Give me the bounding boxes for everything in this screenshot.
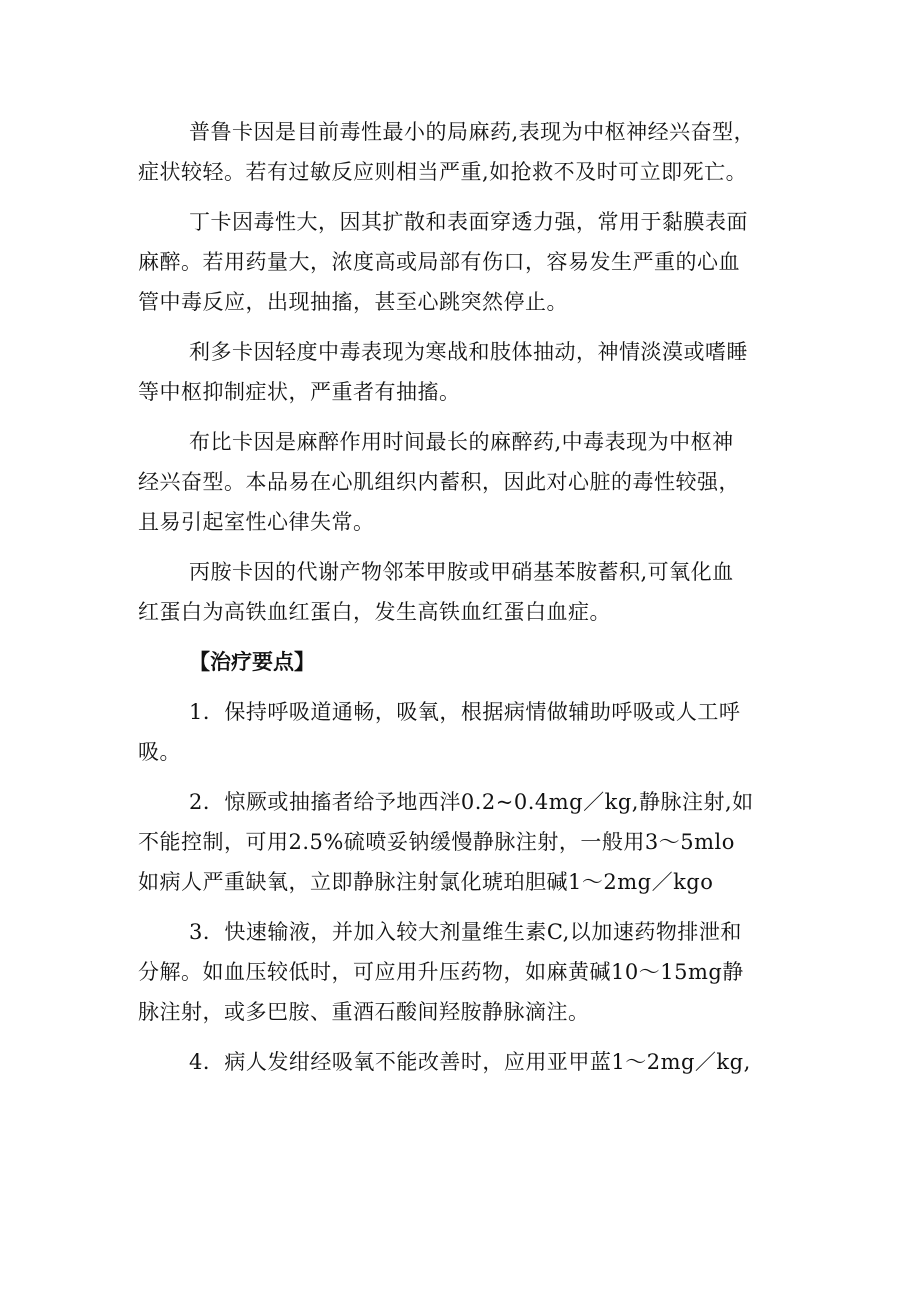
paragraph-prilocaine: 丙胺卡因的代谢产物邻苯甲胺或甲硝基苯胺蓄积,可氧化血 红蛋白为高铁血红蛋白，发生高铁血红蛋白血症。 (138, 560, 734, 624)
paragraph-procaine: 普鲁卡因是目前毒性最小的局麻药,表现为中枢神经兴奋型， 症状较轻。若有过敏反应则相当严重,如抢救不及时可立即死亡。 (138, 120, 756, 184)
treatment-item-1: 1．保持呼吸道通畅，吸氧，根据病情做辅助呼吸或人工呼 吸。 (138, 700, 741, 764)
paragraph-tetracaine: 丁卡因毒性大，因其扩散和表面穿透力强，常用于黏膜表面 麻醉。若用药量大，浓度高或局部有伤口，容易发生严重的心血 管中毒反应，出现抽搐，甚至心跳突然停止。 (138, 210, 748, 314)
paragraph-bupivacaine: 布比卡因是麻醉作用时间最长的麻醉药,中毒表现为中枢神 经兴奋型。本品易在心肌组织内蓄积，因此对心脏的毒性较强， 且易引起室性心律失常。 (138, 430, 740, 534)
treatment-item-2: 2．惊厥或抽搐者给予地西泮0.2~0.4mg／kg,静脉注射,如 不能控制，可用2.5%硫喷妥钠缓慢静脉注射，一般用3～5mlo 如病人严重缺氧，立即静脉注射氯化琥珀胆碱1～2mg／kgo (138, 790, 754, 894)
treatment-item-4: 4．病人发绀经吸氧不能改善时，应用亚甲蓝1～2mg／kg, (189, 1050, 751, 1074)
section-heading-treatment: 【治疗要点】 (189, 649, 315, 674)
paragraph-lidocaine: 利多卡因轻度中毒表现为寒战和肢体抽动，神情淡漠或嗜睡 等中枢抑制症状，严重者有抽搐。 (138, 340, 748, 404)
treatment-item-3: 3．快速输液，并加入较大剂量维生素C,以加速药物排泄和 分解。如血压较低时，可应用升压药物，如麻黄碱10～15mg静 脉注射，或多巴胺、重酒石酸间羟胺静脉滴注。 (138, 920, 744, 1024)
document-page (138, 112, 798, 1092)
